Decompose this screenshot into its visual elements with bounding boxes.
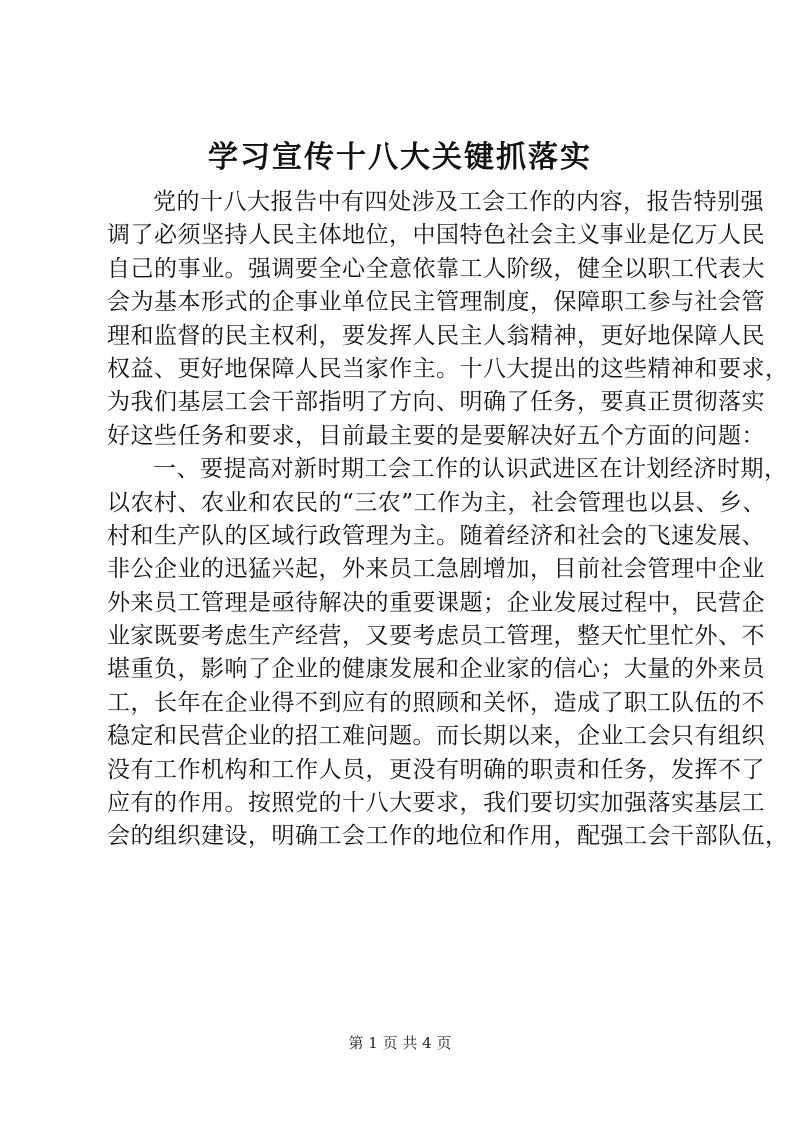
paragraph-2-line-7: 堪重负，影响了企业的健康发展和企业家的信心；大量的外来员 [107, 656, 765, 683]
paragraph-2-line-5: 外来员工管理是亟待解决的重要课题；企业发展过程中，民营企 [107, 589, 765, 616]
paragraph-2-line-8: 工，长年在企业得不到应有的照顾和关怀，造成了职工队伍的不 [107, 689, 765, 716]
paragraph-2-line-6: 业家既要考虑生产经营，又要考虑员工管理，整天忙里忙外、不 [107, 623, 765, 650]
paragraph-2-line-3: 村和生产队的区域行政管理为主。随着经济和社会的飞速发展、 [107, 522, 765, 549]
paragraph-1-line-8: 好这些任务和要求，目前最主要的是要解决好五个方面的问题： [107, 422, 765, 449]
paragraph-1-line-7: 为我们基层工会干部指明了方向、明确了任务，要真正贯彻落实 [107, 389, 765, 416]
paragraph-1-line-5: 理和监督的民主权利，要发挥人民主人翁精神，更好地保障人民 [107, 322, 765, 349]
paragraph-2-line-11: 应有的作用。按照党的十八大要求，我们要切实加强落实基层工 [107, 790, 765, 817]
paragraph-1-line-3: 自己的事业。强调要全心全意依靠工人阶级，健全以职工代表大 [107, 255, 765, 282]
paragraph-2-line-4: 非公企业的迅猛兴起，外来员工急剧增加，目前社会管理中企业 [107, 556, 765, 583]
paragraph-2-line-10: 没有工作机构和工作人员，更没有明确的职责和任务，发挥不了 [107, 756, 765, 783]
page-number-footer: 第 1 页 共 4 页 [348, 1034, 452, 1052]
paragraph-2-line-9: 稳定和民营企业的招工难问题。而长期以来，企业工会只有组织 [107, 723, 765, 750]
document-title: 学习宣传十八大关键抓落实 [208, 140, 592, 175]
paragraph-2-line-1: 一、要提高对新时期工会工作的认识武进区在计划经济时期， [153, 456, 788, 483]
paragraph-1-line-4: 会为基本形式的企事业单位民主管理制度，保障职工参与社会管 [107, 289, 765, 316]
document-body [107, 186, 789, 854]
paragraph-2-line-12: 会的组织建设，明确工会工作的地位和作用，配强工会干部队伍， [107, 823, 789, 850]
paragraph-2-line-2: 以农村、农业和农民的“三农”工作为主，社会管理也以县、乡、 [107, 489, 767, 516]
paragraph-1-line-1: 党的十八大报告中有四处涉及工会工作的内容，报告特别强 [153, 189, 764, 215]
paragraph-1-line-6: 权益、更好地保障人民当家作主。十八大提出的这些精神和要求， [107, 355, 789, 382]
paragraph-1-line-2: 调了必须坚持人民主体地位，中国特色社会主义事业是亿万人民 [107, 222, 765, 249]
